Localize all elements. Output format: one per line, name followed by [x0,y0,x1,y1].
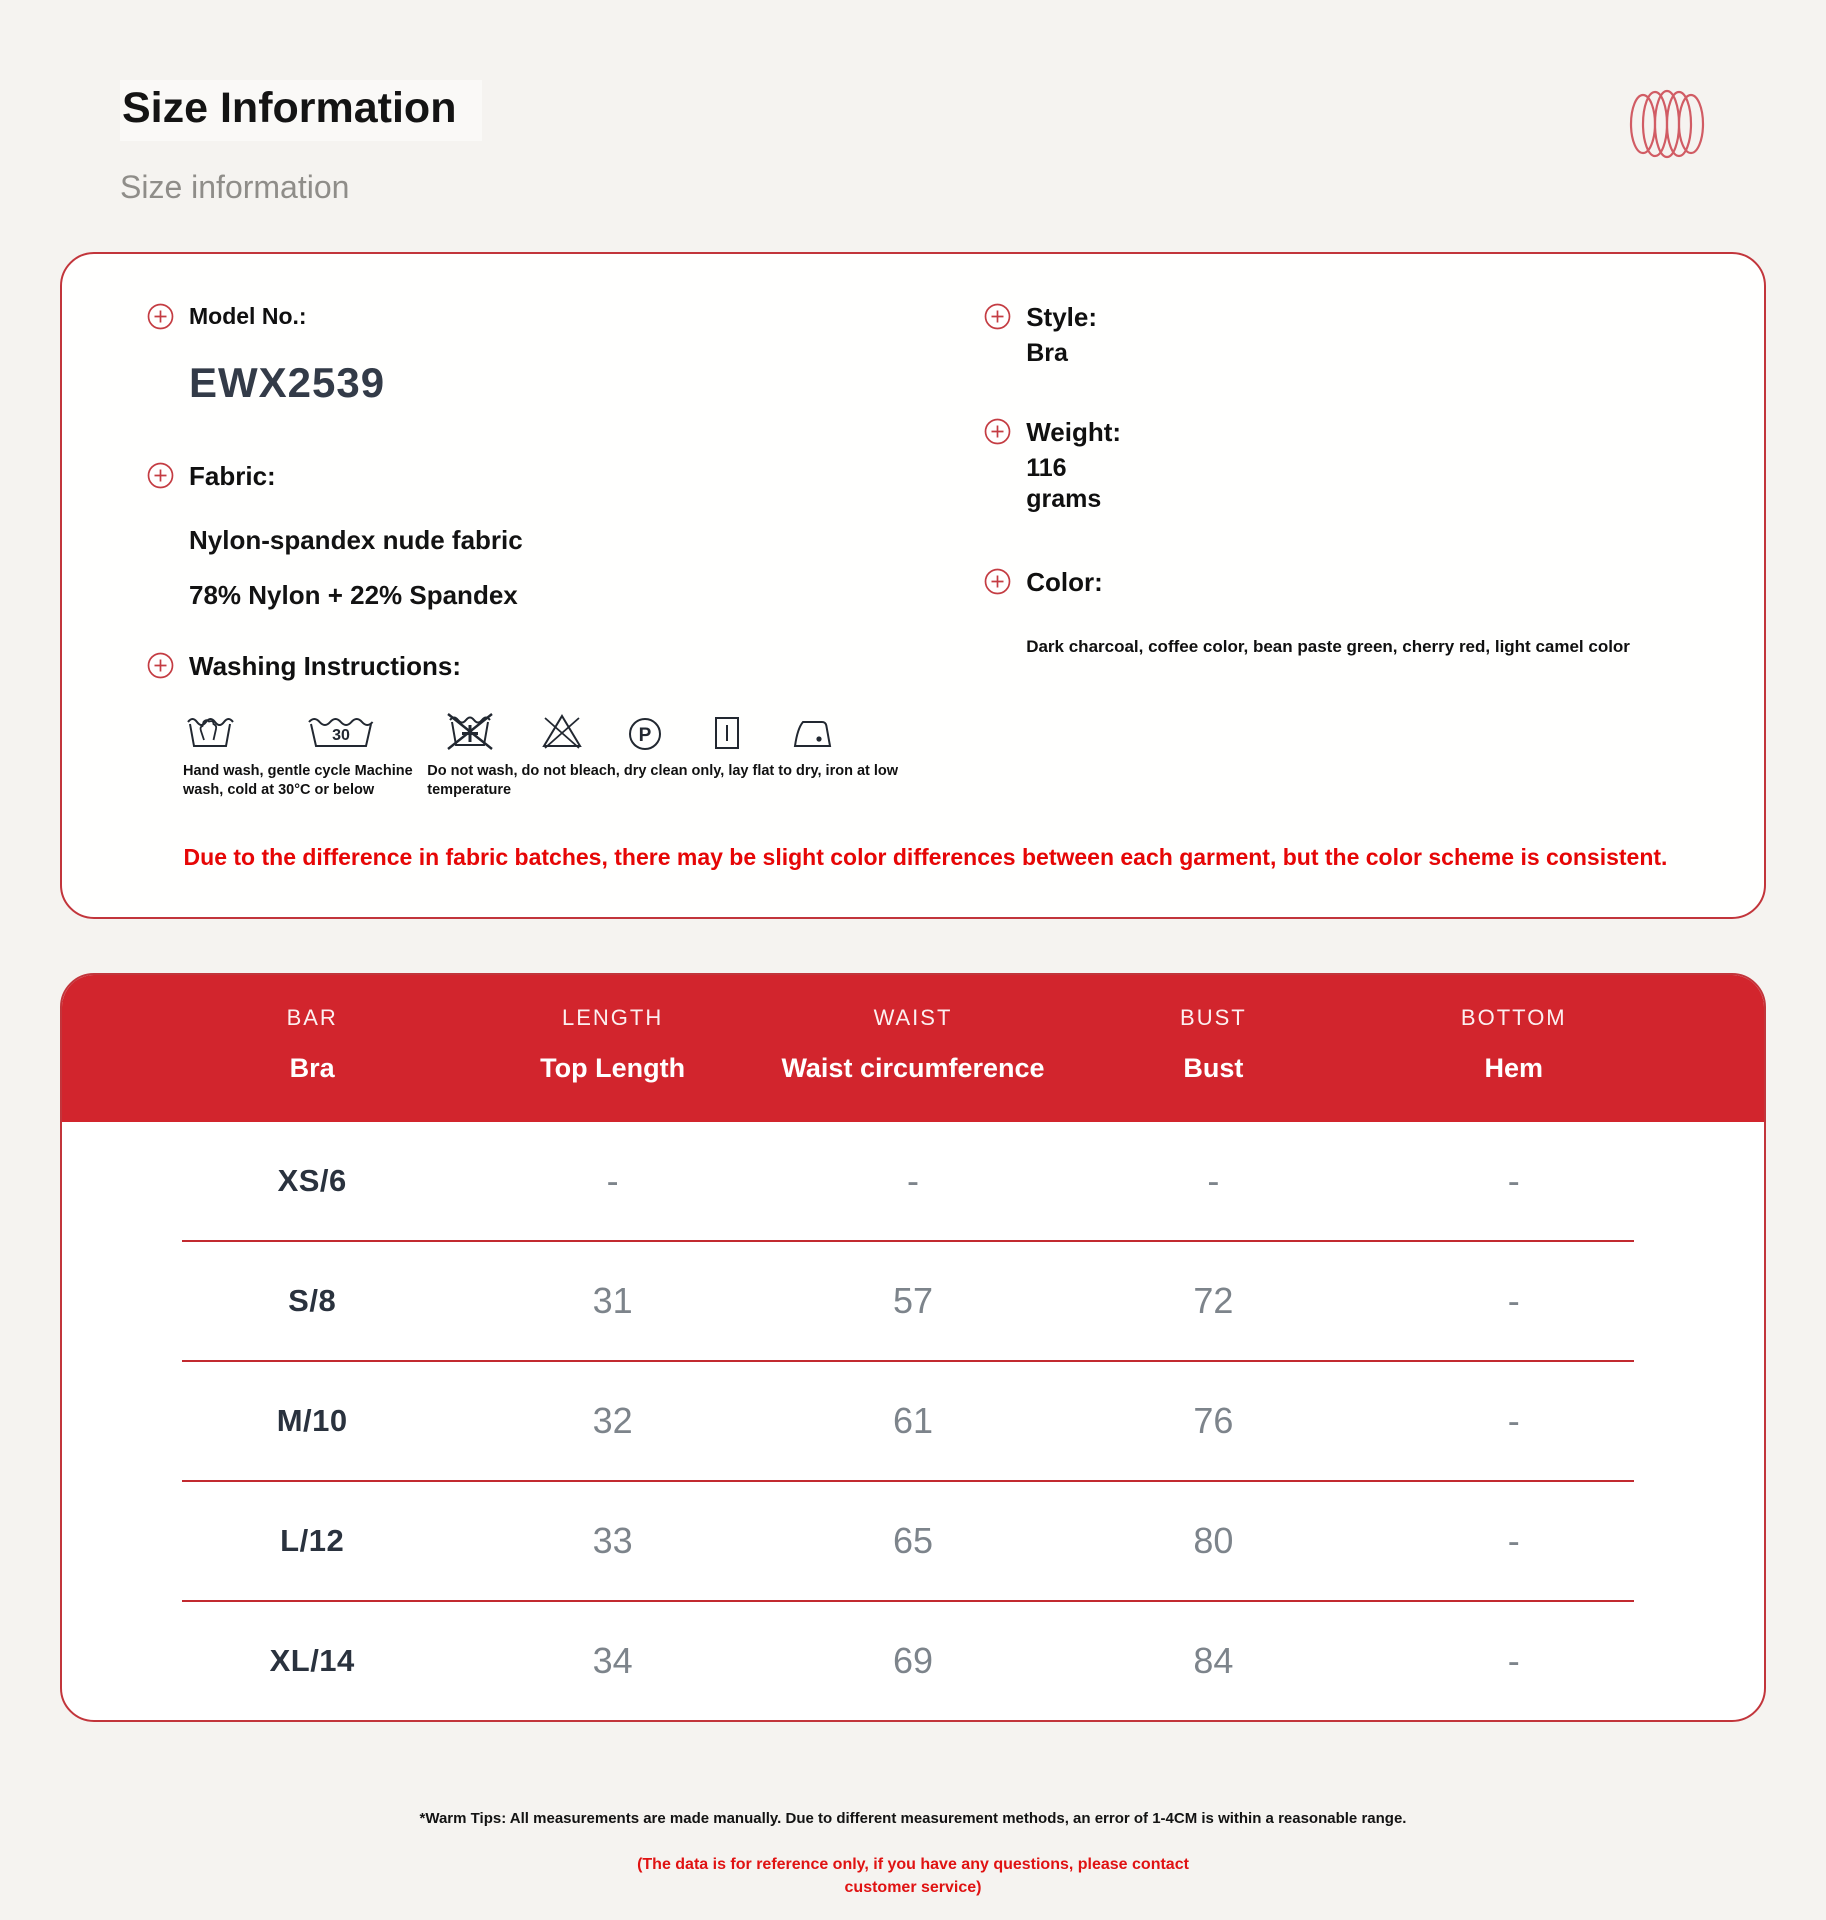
value-cell: 57 [892,1279,934,1321]
weight-label-row [984,417,1704,515]
coil-logo-icon [1628,88,1706,160]
value-cell: 61 [892,1399,934,1441]
value-cell: 69 [892,1639,934,1681]
column-label: Top Length [540,1052,686,1083]
table-row-xl [62,1602,1764,1720]
circle-plus-icon [984,568,1011,595]
value-cell: 34 [592,1639,633,1681]
size-table-header [62,975,1764,1122]
do-not-bleach-icon [539,709,585,753]
column-header-bust [1063,1005,1363,1084]
column-header-waist [763,1005,1063,1084]
info-card-left-column [147,302,972,800]
size-table [60,973,1766,1722]
warm-tips: *Warm Tips: All measurements are made manually. Due to different measurement methods, an error of 1-4CM is within a reasonable range. [419,1809,1407,1827]
weight-value: 116 grams [1026,454,1102,513]
value-cell: 84 [1193,1639,1234,1681]
value-cell: - [606,1159,619,1201]
table-row-s [62,1242,1764,1360]
circle-plus-icon [984,418,1011,445]
size-cell: M/10 [276,1402,348,1438]
value-cell: - [1507,1519,1520,1561]
value-cell: 65 [892,1519,934,1561]
column-label: Bust [1183,1052,1244,1083]
value-cell: 76 [1193,1399,1234,1441]
page-subtitle: Size information [120,169,350,205]
washing-caption-right: Do not wash, do not bleach, dry clean only, lay flat to dry, iron at low temperature [427,763,899,798]
machine-wash-30-icon [305,709,377,753]
value-cell: 31 [592,1279,633,1321]
info-card [60,252,1766,919]
value-cell: - [1507,1639,1520,1681]
page-title: Size Information [120,80,482,141]
value-cell: 80 [1193,1519,1234,1561]
washing-caption-left: Hand wash, gentle cycle Machine wash, cold at 30°C or below [183,763,413,798]
value-cell: - [1507,1399,1520,1441]
column-tag: BUST [1180,1004,1247,1030]
size-cell: XS/6 [277,1162,347,1198]
circle-plus-icon [147,462,174,489]
size-cell: XL/14 [269,1642,355,1678]
model-value: EWX2539 [189,359,386,406]
color-value: Dark charcoal, coffee color, bean paste green, cherry red, light camel color [1026,637,1630,656]
hand-wash-icon [185,709,235,753]
iron-low-icon [789,709,841,753]
value-cell: - [1507,1279,1520,1321]
value-cell: 33 [592,1519,633,1561]
style-value: Bra [1026,339,1068,367]
fabric-label-row [147,461,972,491]
svg-text:P: P [638,725,652,746]
color-label-row [984,567,1704,597]
fabric-line-2: 78% Nylon + 22% Spandex [189,580,518,610]
column-tag: BAR [286,1004,338,1030]
table-row-xs [62,1122,1764,1240]
value-cell: - [1507,1159,1520,1201]
fabric-line-1: Nylon-spandex nude fabric [189,525,523,555]
size-cell: L/12 [280,1522,345,1558]
value-cell: 32 [592,1399,633,1441]
column-label: Bra [289,1052,335,1083]
value-cell: - [906,1159,919,1201]
column-header-bottom [1364,1005,1664,1084]
line-dry-icon [707,709,747,753]
value-cell: 72 [1193,1279,1234,1321]
size-table-body [62,1122,1764,1720]
batch-color-note: Due to the difference in fabric batches, there may be slight color differences between each garment, but the color scheme is consistent. [183,843,1668,870]
page-header [0,0,1826,206]
info-card-right-column [972,302,1704,800]
size-cell: S/8 [288,1282,337,1318]
reference-note: (The data is for reference only, if you have any questions, please contact customer service) [637,1855,1189,1896]
washing-icons-row [185,705,972,753]
do-not-wash-icon [445,709,495,753]
circle-plus-icon [984,303,1011,330]
circle-plus-icon [147,303,174,330]
column-header-bar [162,1005,462,1084]
table-row-m [62,1362,1764,1480]
color-section [984,567,1704,657]
column-tag: WAIST [873,1004,953,1030]
column-label: Hem [1484,1052,1544,1083]
color-label: Color: [1026,567,1103,597]
column-tag: LENGTH [561,1004,664,1030]
svg-text:30: 30 [332,727,350,744]
column-header-length [462,1005,762,1084]
model-label: Model No.: [189,303,307,329]
table-row-l [62,1482,1764,1600]
washing-instructions-label: Washing Instructions: [189,651,462,681]
fabric-label: Fabric: [189,461,276,491]
washing-captions [183,762,972,800]
model-label-row [147,302,972,331]
column-label: Waist circumference [781,1052,1045,1083]
style-label-row [984,302,1704,369]
weight-label: Weight: [1026,417,1122,447]
dry-clean-p-icon [625,709,665,753]
value-cell: - [1207,1159,1220,1201]
column-tag: BOTTOM [1460,1004,1567,1030]
style-label: Style: [1026,302,1098,332]
circle-plus-icon [147,652,174,679]
washing-label-row [147,651,972,681]
